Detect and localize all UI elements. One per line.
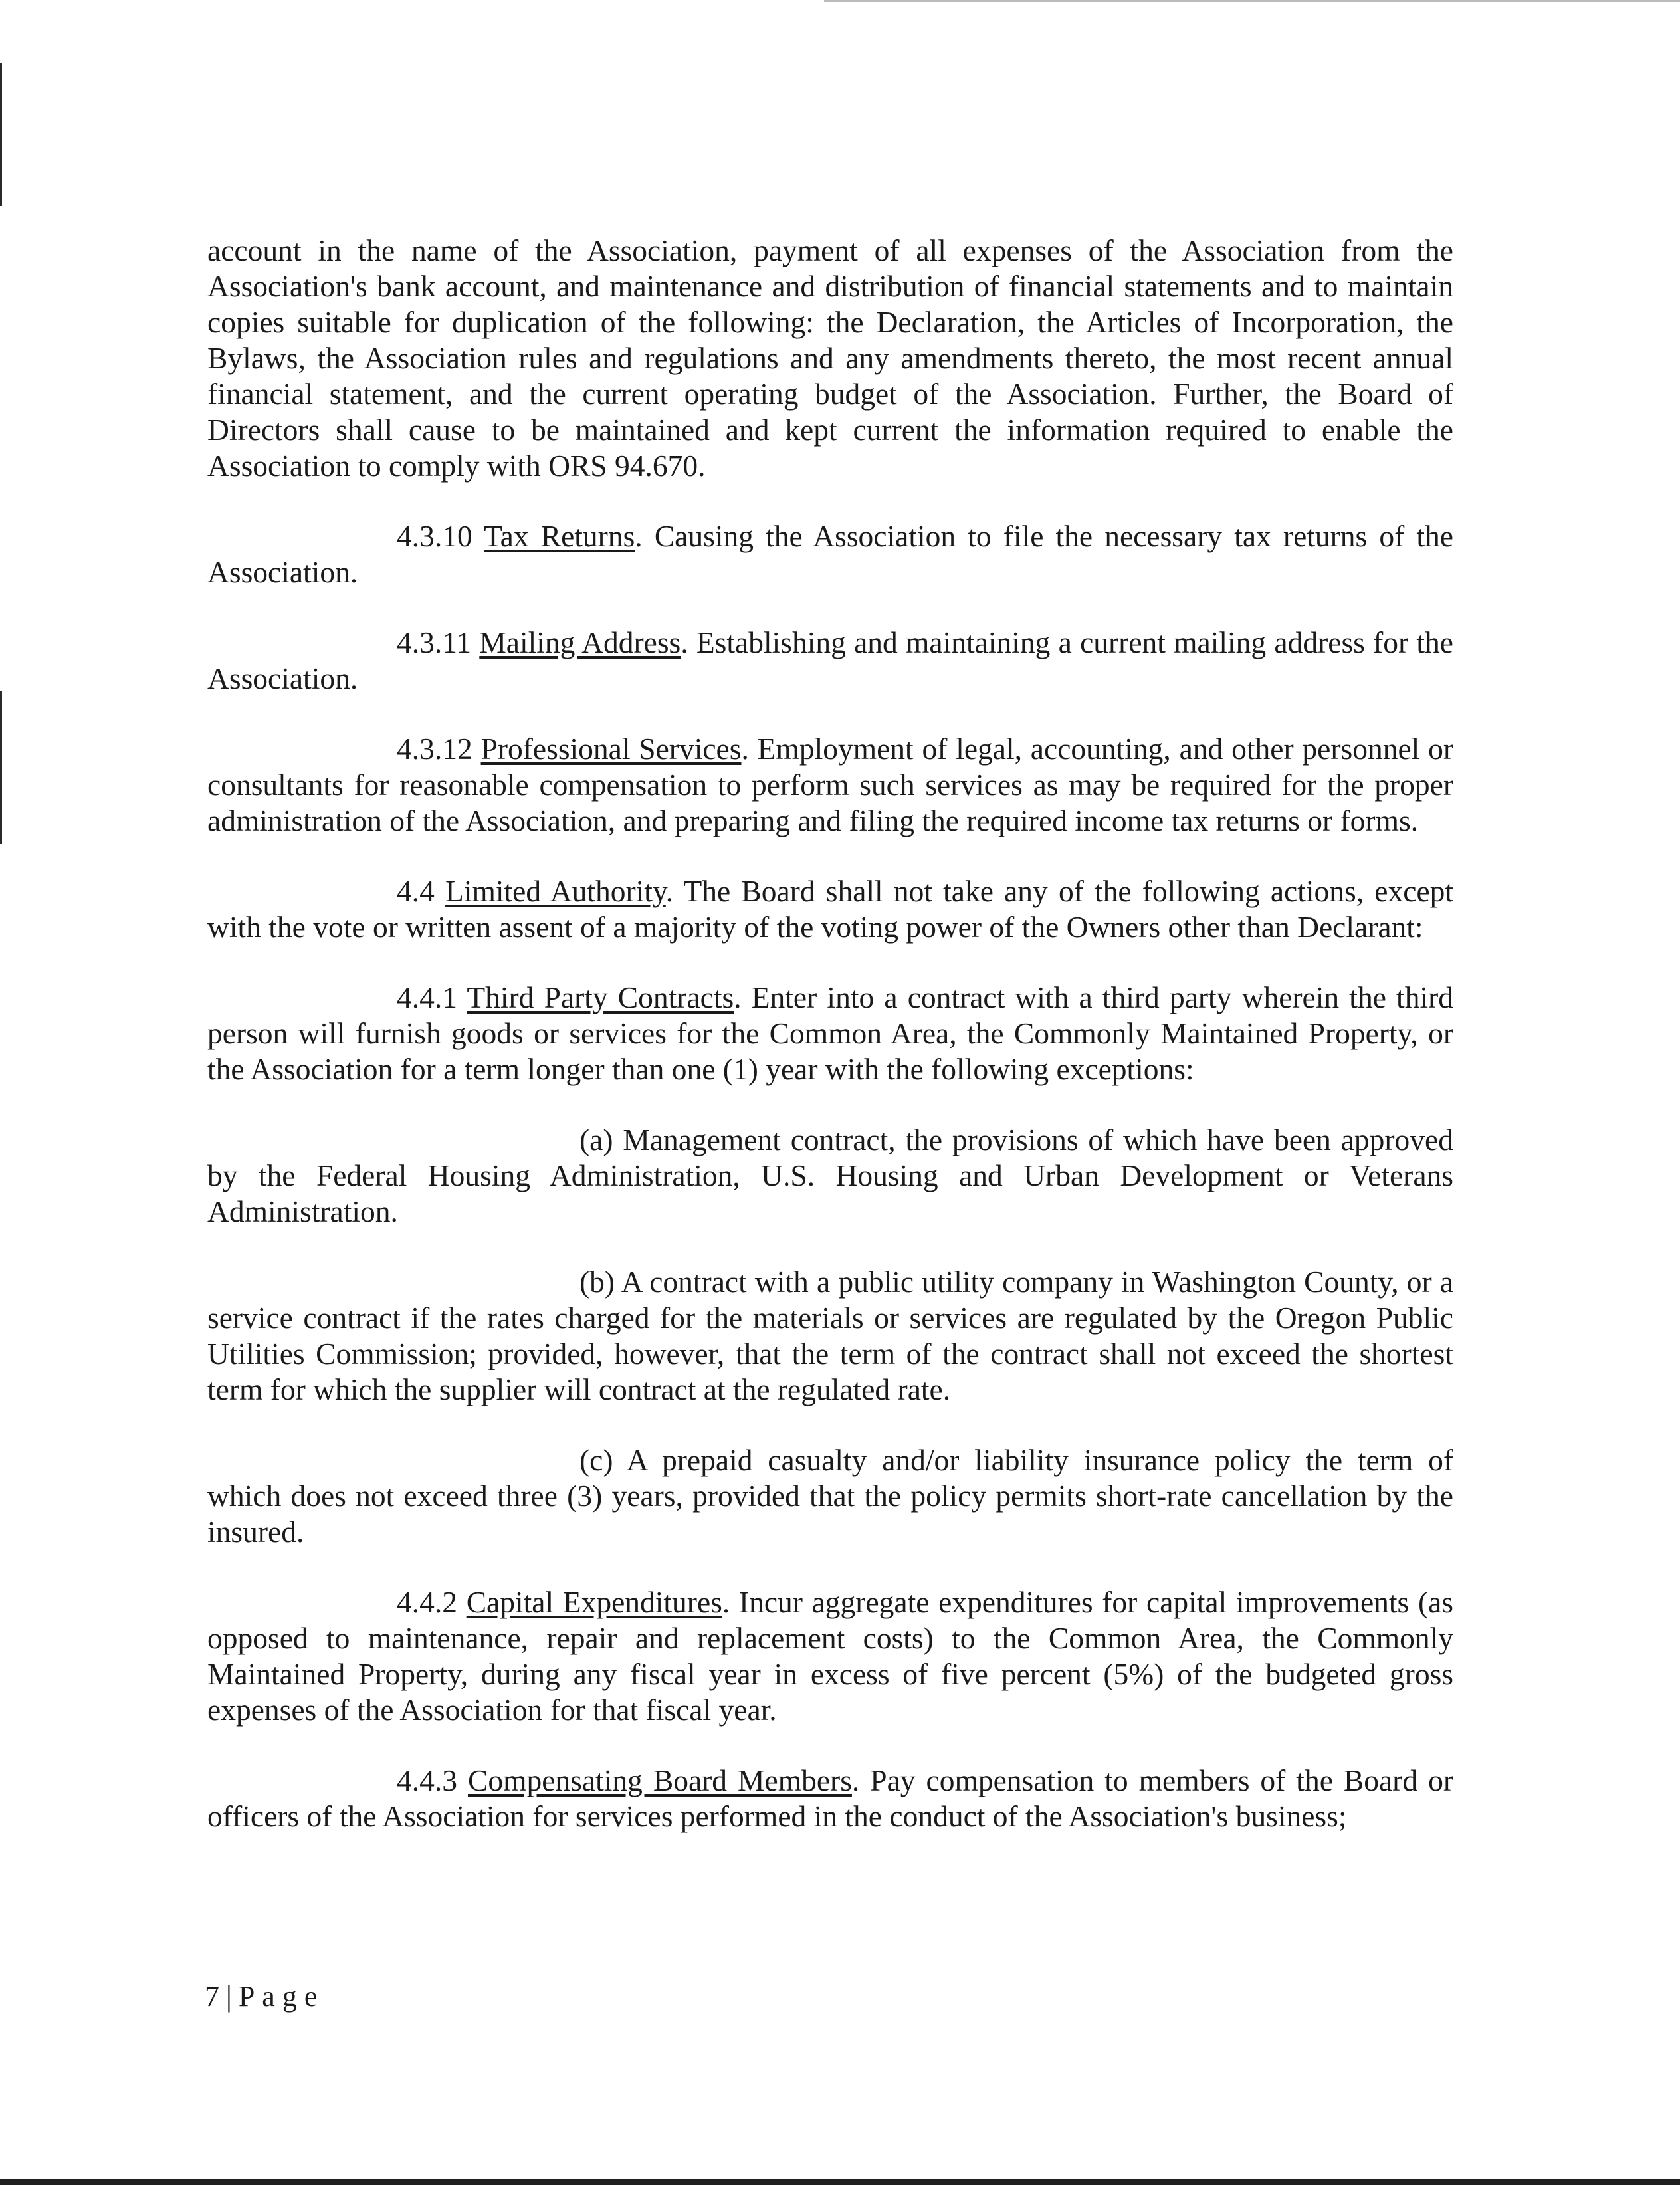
section-4-3-10: 4.3.10 Tax Returns. Causing the Association to file the necessary tax returns of the Association.: [207, 519, 1454, 589]
page-footer: [205, 1979, 324, 2015]
page-number: 7: [205, 1980, 219, 2013]
scan-edge-mark: [824, 0, 1680, 2]
section-4-3-12: 4.3.12 Professional Services. Employment of legal, accounting, and other personnel or consultants for reasonable compensation to perform such services as may be required for the proper administration of the Association, and preparing and filing the required income tax returns or forms.: [207, 732, 1453, 837]
scan-edge-mark: [0, 2179, 1680, 2185]
section-4-4: 4.4 Limited Authority. The Board shall not take any of the following actions, except with the vote or written assent of a majority of the voting power of the Owners other than Declarant:: [207, 874, 1454, 944]
section-text: Incur aggregate expenditures for capital improvements (as opposed to maintenance, repair and replacement costs) to the Common Area, the Commonly Maintained Property, during any fiscal year in excess of five percent (5%) of the budgeted gross expenses of the Association for that fiscal year.: [207, 1585, 1453, 1727]
section-4-3-11: 4.3.11 Mailing Address. Establishing and maintaining a current mailing address for the Association.: [207, 625, 1453, 695]
exception-text: (a) Management contract, the provisions of which have been approved by the Federal Housing Administration, U.S. Housing and Urban Development or Veterans Administration.: [207, 1123, 1453, 1228]
section-heading: Mailing Address: [479, 625, 681, 659]
section-heading: Tax Returns: [484, 519, 635, 553]
section-4-4-2: 4.4.2 Capital Expenditures. Incur aggregate expenditures for capital improvements (as opposed to maintenance, repair and replacement costs) to the Common Area, the Commonly Maintained Property, during any fiscal year in excess of five percent (5%) of the budgeted gross expenses of the Association for that fiscal year.: [207, 1585, 1453, 1727]
section-number: 4.3.12: [397, 732, 472, 766]
scan-edge-mark: [0, 63, 2, 206]
section-4-4-1: 4.4.1 Third Party Contracts. Enter into a contract with a third party wherein the third person will furnish goods or services for the Common Area, the Commonly Maintained Property, or the Association for a term longer than one (1) year with the following exceptions:: [207, 980, 1453, 1086]
section-number: 4.4.3: [397, 1763, 457, 1797]
section-number: 4.3.10: [397, 519, 472, 553]
section-heading: Compensating Board Members: [468, 1763, 852, 1797]
section-text: Causing the Association to file the necessary tax returns of the Association.: [207, 519, 1454, 589]
footer-separator: |: [226, 1980, 232, 2013]
section-text: Employment of legal, accounting, and other personnel or consultants for reasonable compensation to perform such services as may be required for the proper administration of the Association, and preparing and filing the required income tax returns or forms.: [207, 732, 1453, 837]
section-number: 4.4.2: [397, 1585, 457, 1619]
paragraph-continuation: [207, 233, 1453, 484]
exception-text: (b) A contract with a public utility company in Washington County, or a service contract if the rates charged for the materials or services are regulated by the Oregon Public Utilities Commission; provided, however, that the term of the contract shall not exceed the shortest term for which the supplier will contract at the regulated rate.: [207, 1265, 1453, 1406]
page-label: Page: [238, 1980, 325, 2013]
section-heading: Capital Expenditures: [466, 1585, 722, 1619]
section-text: Establishing and maintaining a current mailing address for the Association.: [207, 625, 1453, 695]
section-heading: Third Party Contracts: [467, 980, 734, 1014]
exception-text: (c) A prepaid casualty and/or liability insurance policy the term of which does not exceed three (3) years, provided that the policy permits short-rate cancellation by the insured.: [207, 1443, 1453, 1549]
section-number: 4.4: [397, 874, 435, 908]
section-heading: Limited Authority: [445, 874, 666, 908]
section-text: Enter into a contract with a third party wherein the third person will furnish goods or services for the Common Area, the Commonly Maintained Property, or the Association for a term longer than one (1) year with the following exceptions:: [207, 980, 1453, 1086]
section-number: 4.4.1: [397, 980, 457, 1014]
scan-edge-mark: [0, 691, 2, 844]
section-heading: Professional Services: [480, 732, 742, 766]
exception-c: [207, 1442, 1453, 1550]
section-number: 4.3.11: [397, 625, 472, 659]
section-text: Pay compensation to members of the Board or officers of the Association for services performed in the conduct of the Association's business;: [207, 1763, 1453, 1833]
section-4-4-3: 4.4.3 Compensating Board Members. Pay compensation to members of the Board or officers of the Association for services performed in the conduct of the Association's business;: [207, 1763, 1453, 1833]
section-text: The Board shall not take any of the following actions, except with the vote or written assent of a majority of the voting power of the Owners other than Declarant:: [207, 874, 1454, 944]
paragraph-text: account in the name of the Association, payment of all expenses of the Association from the Association's bank account, and maintenance and distribution of financial statements and to maintain copies suitable for duplication of the following: the Declaration, the Articles of Incorporation, the Bylaws, the Association rules and regulations and any amendments thereto, the most recent annual financial statement, and the current operating budget of the Association. Further, the Board of Directors shall cause to be maintained and kept current the information required to enable the Association to comply with ORS 94.670.: [207, 233, 1453, 483]
document-body: [207, 233, 1453, 1869]
exception-a: [207, 1122, 1453, 1230]
exception-b: [207, 1264, 1453, 1408]
